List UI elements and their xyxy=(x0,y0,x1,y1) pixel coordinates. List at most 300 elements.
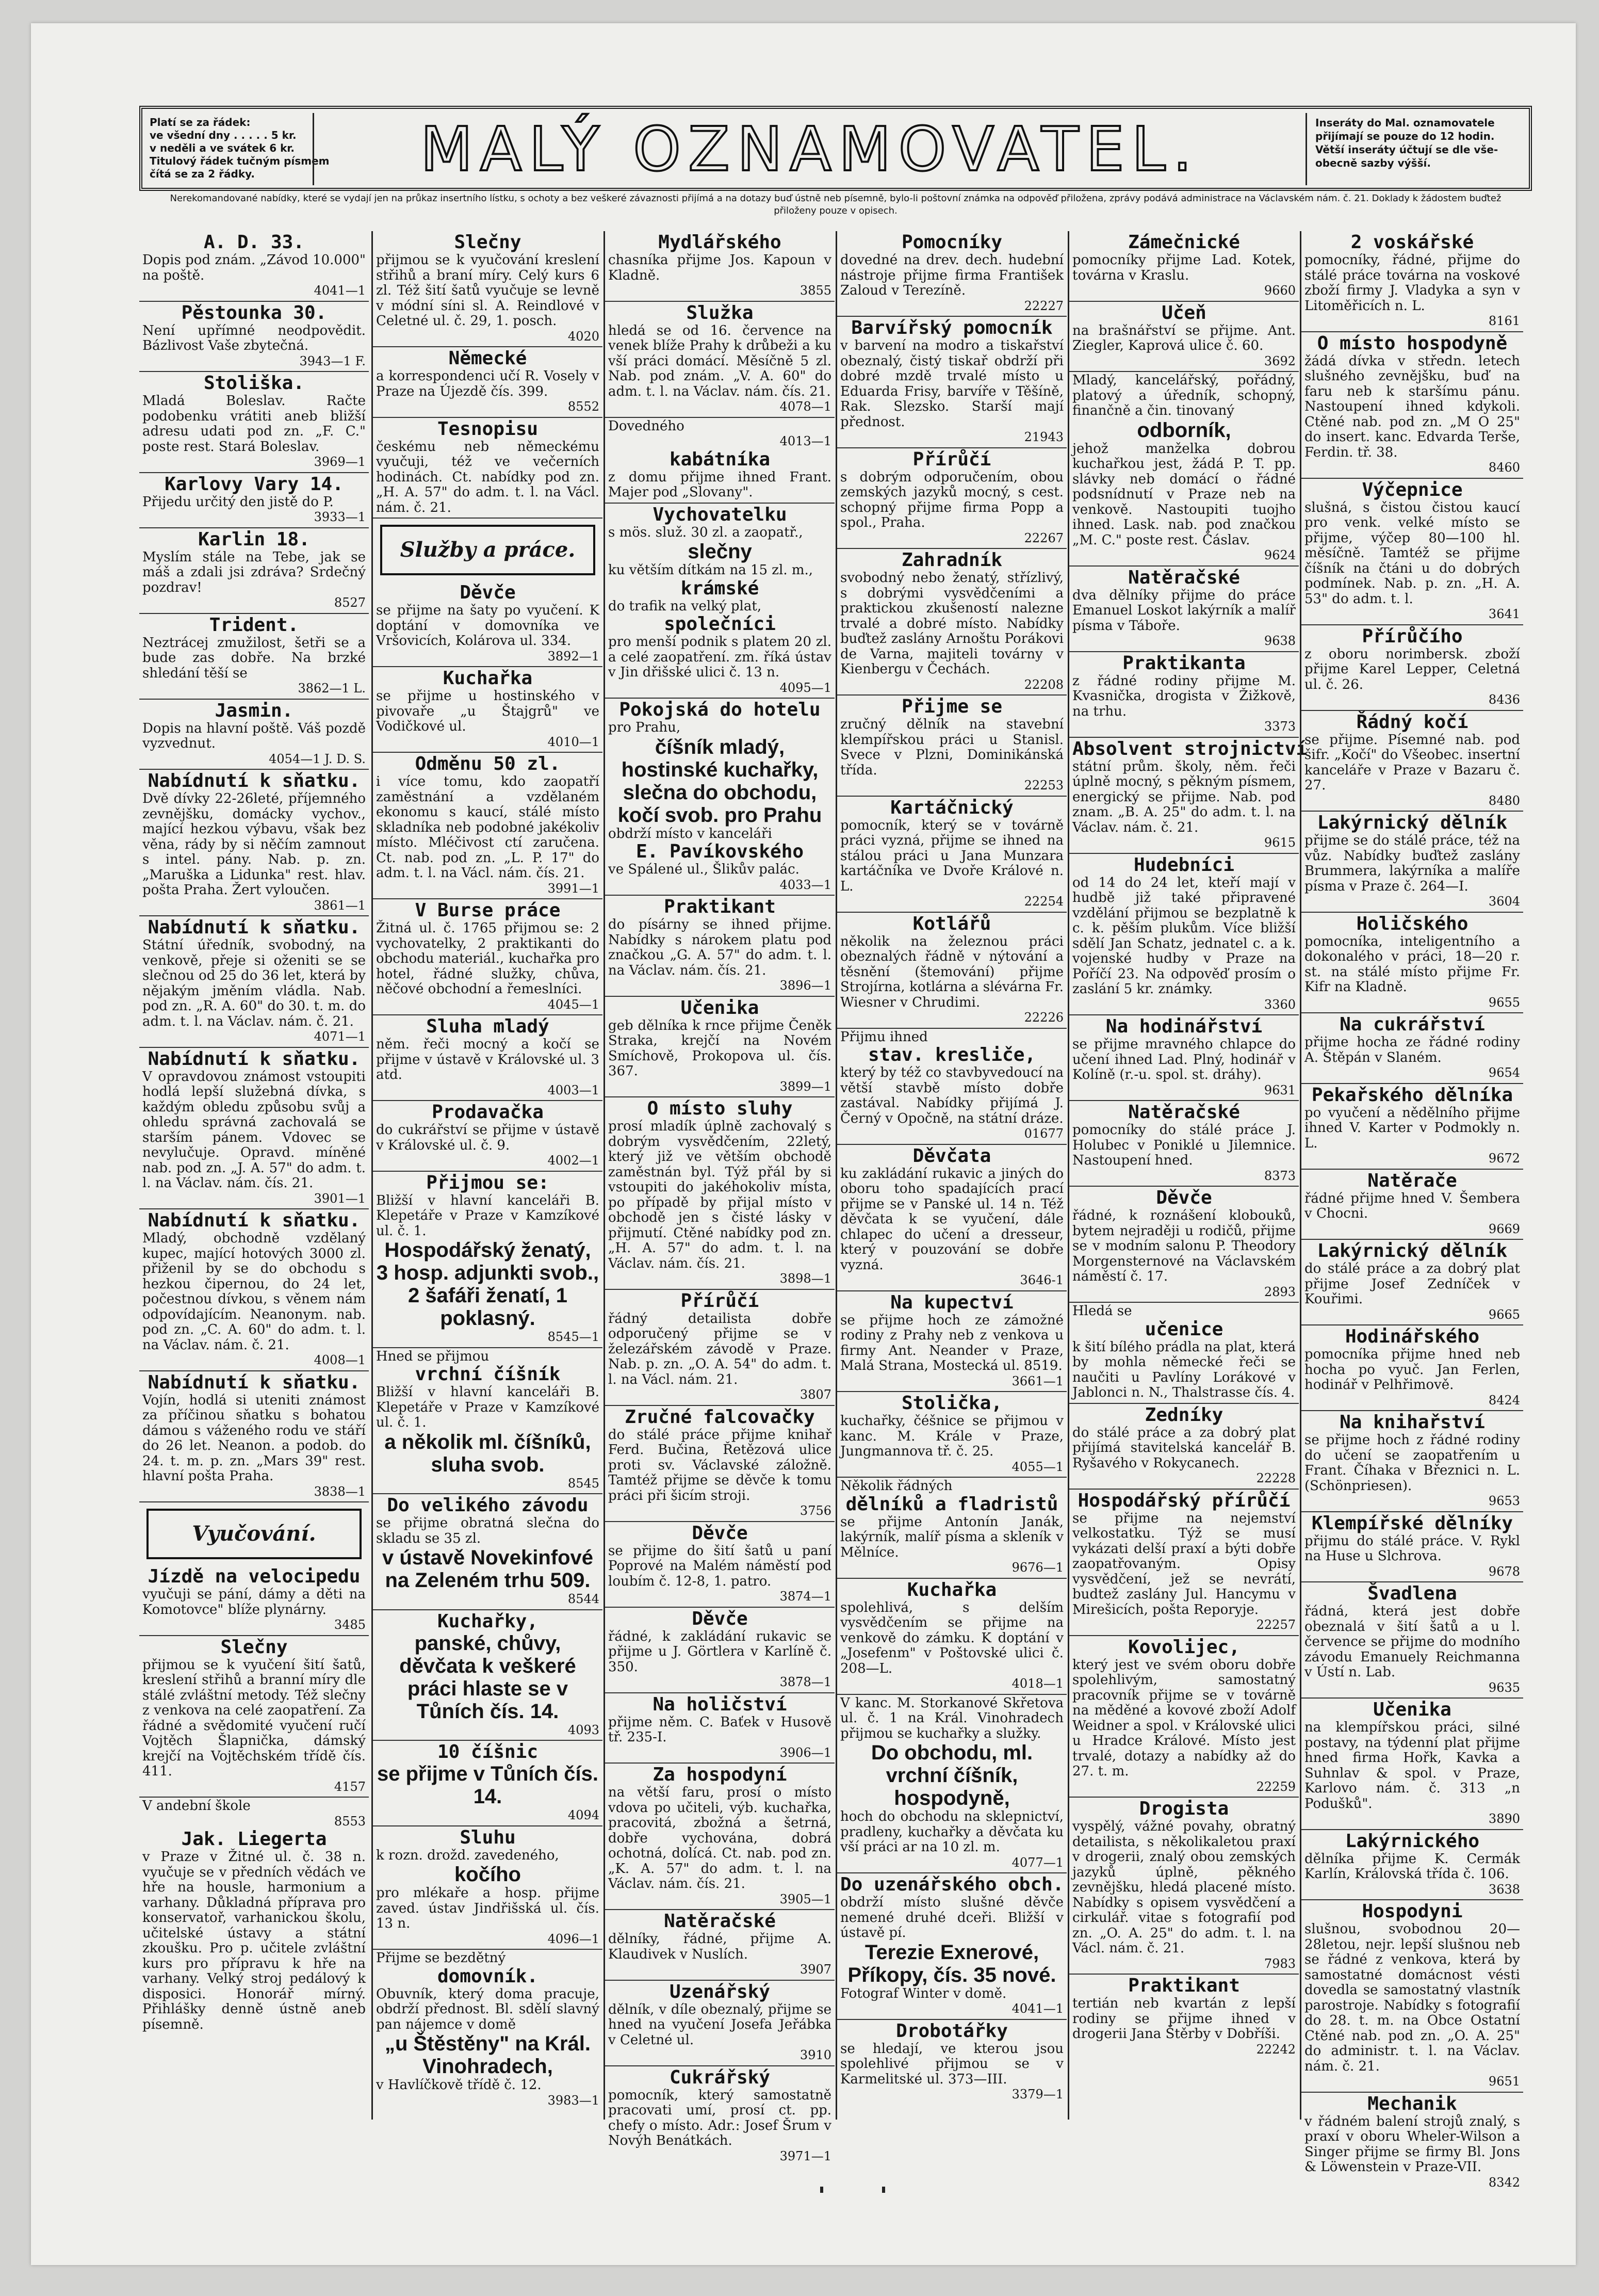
ad-heading: Hudebníci xyxy=(1133,854,1235,876)
ad-heading: Pekařského dělníka xyxy=(1311,1084,1513,1106)
ad-text: přijme hocha ze řádné rodiny A. Štěpán v Slaném. xyxy=(1304,1034,1520,1065)
ad-text: pomocníka, inteligentního a dokonalého v práci, 18—20 r. st. na stálé místo přijme Fr. Kifr na Kladně. xyxy=(1304,933,1520,995)
ad-text: pro mlékaře a hosp. přijme zaved. ústav Jindřišská ul. čís. 13 n. xyxy=(376,1885,599,1931)
classified-ad xyxy=(605,1406,835,1522)
classified-ad xyxy=(139,1798,369,2034)
ad-heading: Hospodářský přírůčí xyxy=(1078,1490,1291,1511)
ad-heading: Jak. Liegerta xyxy=(181,1829,327,1850)
ad-text: státní prům. školy, něm. řeči úplně mocný, s pěkným písmem, energický se přijme. Nab. pod znam. „B. A. 25" do adm. t. l. na Václav. nám. č. 21. xyxy=(1072,758,1296,835)
ad-number: 4071—1 xyxy=(314,1029,366,1044)
ad-heading: A. D. 33. xyxy=(203,232,305,253)
ad-number: 8373 xyxy=(1264,1168,1296,1183)
ad-heading: Děvče xyxy=(1156,1187,1212,1208)
ad-text: řádné, k zakládání rukavic se přijme u J. Görtlera v Karlíně č. 350. xyxy=(608,1628,831,1675)
classified-ad xyxy=(837,231,1067,317)
ad-number: 3373 xyxy=(1264,719,1296,734)
ad-text: vyspělý, vážné povahy, obratný detailista, s několikaletou praxí v drogerii, znalý obou zemských jazyků úplně, pěkného zevnějšku, hledá placené místo. Nabídky s opisem vysvědčení a cirkulář. vitae s fotografií pod zn. „O. A. 25" do adm. t. l. na Václ. nám. č. 21. xyxy=(1072,1819,1296,1956)
ad-number: 4055—1 xyxy=(1011,1459,1064,1474)
ad-text: přijme něm. C. Baťek v Husově tř. 235-I. xyxy=(608,1714,831,1745)
ad-number: 22208 xyxy=(1024,677,1064,692)
masthead xyxy=(139,106,1532,191)
ad-heading: Jízdě na velocipedu xyxy=(148,1566,361,1587)
classified-ad xyxy=(1301,711,1523,812)
ad-number: 8552 xyxy=(567,399,599,414)
classified-ad xyxy=(1069,567,1299,652)
ad-heading: Absolvent strojnictví xyxy=(1072,738,1308,759)
ad-heading: Mydlářského xyxy=(658,232,781,253)
column-1 xyxy=(139,231,369,2120)
ad-heading: Prodavačka xyxy=(432,1102,544,1123)
classified-ad xyxy=(837,1392,1067,1478)
ad-text: k šití bílého prádla na plat, která by mohla německé řeči se naučiti u Pavlíny Lorákové v Jablonci n. N., Thalstrasse čís. 4. xyxy=(1072,1339,1296,1400)
classified-ad xyxy=(373,899,602,1015)
ad-number: 3983—1 xyxy=(547,2093,599,2108)
ad-heading: Sluhu xyxy=(460,1826,516,1848)
ad-number: 4020 xyxy=(567,329,599,344)
classified-ad xyxy=(1069,1015,1299,1101)
classified-ad xyxy=(139,1565,369,1636)
classified-ad xyxy=(605,896,835,997)
classified-ad xyxy=(139,1209,369,1371)
ad-text: slušná, s čistou čistou kaucí pro venk. velké místo se přijme, výčep 80—100 hl. měsíčně. Tamtéž se přijme číšník na čtáni u do dobrých podmínek. Nab. p. zn. „H. A. 53" do adm. t. l. xyxy=(1304,499,1520,607)
classified-ad xyxy=(373,231,602,347)
ad-text: z domu přijme ihned Frant. Majer pod „Slovany". xyxy=(608,469,831,500)
classified-ad xyxy=(373,1610,602,1741)
ad-heading: Trident. xyxy=(209,614,299,636)
ad-number: 3661—1 xyxy=(1011,1373,1064,1388)
ad-text: slušnou, svobodnou 20—28letou, nejr. lepší slušnou neb se řádné z venkova, která by samostatné domácnost vésti dovedla se samostatný vlastník parostroje. Nabídky s fotografií do 28. t. m. na Obce Ostatní Ctěné nab. pod zn. „O. A. 25" do administr. t. l. na Václav. nám. č. 21. xyxy=(1304,1921,1520,2074)
ad-number: 4041—1 xyxy=(1011,2001,1064,2016)
classified-ad xyxy=(605,1693,835,1764)
ad-headline: slečny xyxy=(688,540,752,563)
ad-heading: Hospodyni xyxy=(1362,1901,1463,1922)
section-box xyxy=(146,1509,362,1559)
ad-text: pomocníka přijme hned neb hocha po vyuč. Jan Ferlen, hodinář v Pelhřimově. xyxy=(1304,1347,1520,1393)
classified-ad xyxy=(373,667,602,753)
ad-heading: kabátníka xyxy=(669,448,771,470)
ad-text: dělníky, řádné, přijme A. Klaudivek v Nuslích. xyxy=(608,1931,831,1962)
classified-ad xyxy=(1069,1490,1299,1636)
ad-heading: Nabídnutí k sňatku. xyxy=(148,1048,361,1070)
classified-ad xyxy=(139,1636,369,1798)
ad-text: přijme se do stálé práce, též na vůz. Nabídky buďtež zaslány Brummera, lakýrníka a malíře písma v Praze č. 264—I. xyxy=(1304,833,1520,894)
ad-number: 4157 xyxy=(334,1779,366,1794)
classified-ad xyxy=(1301,1582,1523,1699)
ad-text: chasníka přijme Jos. Kapoun v Kladně. xyxy=(608,252,831,283)
ad-number: 3692 xyxy=(1264,353,1296,368)
ad-heading: Zahradník xyxy=(901,549,1003,571)
classified-ad xyxy=(1069,1101,1299,1187)
ad-text: hledá se od 16. července na venek blíže Prahy k drůbeži a ku vší práci domácí. Měsíčně 5 zl. Nab. pod znám. „V. A. 60" do adm. t. l. na Václav. nám. čís. 21. xyxy=(608,322,831,399)
classified-ad xyxy=(837,1695,1067,1874)
ad-heading: Nabídnutí k sňatku. xyxy=(148,1371,361,1393)
deadline-box xyxy=(1315,116,1522,183)
ad-number: 22228 xyxy=(1256,1471,1296,1485)
ad-heading: Praktikant xyxy=(664,896,776,917)
classified-ad xyxy=(837,317,1067,448)
ad-number: 4095—1 xyxy=(779,680,831,695)
ad-text: žádá dívka v středn. letech slušného zevnějšku, buď na faru neb k staršímu pánu. Nastoupení ihned kdykoli. Ctěné nab. pod zn. „M O 25" do insert. kanc. Edvarda Terše, Ferdin. tř. 38. xyxy=(1304,353,1520,460)
classified-ad xyxy=(837,448,1067,549)
ad-text: se přijme hoch z řádné rodiny do učení se zaopatřením u Frant. Číhaka v Březnici n. L. (Schönpriesen). xyxy=(1304,1432,1520,1494)
classified-ad xyxy=(837,549,1067,696)
ads-columns xyxy=(139,231,1547,2190)
ad-text: obdrží místo slušné děvče nemené druhé dceři. Bližší v ústavě pí. xyxy=(840,1895,1064,1941)
ad-number: 21943 xyxy=(1024,430,1064,444)
ad-number: 3907 xyxy=(799,1962,831,1977)
ad-heading: Natěračské xyxy=(1128,567,1240,588)
section-box xyxy=(380,525,595,575)
ad-headline: odborník, xyxy=(1137,418,1231,442)
ad-text: v barvení na modro a tiskařství obeznalý, čistý tiskař obdrží při dobré mzdě trvalé místo u Eduarda Frisy, barvíře v Těšíně, Rak. Slezsko. Starší mají přednost. xyxy=(840,338,1064,430)
ad-number: 9635 xyxy=(1488,1680,1520,1695)
ad-headline: se přijme v Tůních čís. 14. xyxy=(377,1763,599,1808)
ad-heading: Na holičství xyxy=(652,1693,787,1715)
ad-number: 3905—1 xyxy=(779,1891,831,1906)
ad-text: Dopis pod znám. „Závod 10.000" na poště. xyxy=(142,252,366,283)
ad-heading: Zedníky xyxy=(1145,1404,1223,1426)
classified-ad xyxy=(605,699,835,896)
ad-text: Vojín, hodlá si uteniti známost za příčinou sňatku s bohatou dámou s váženého rodu ve stáří do 26 let. Neanon. a podob. do 24. t. m. p. zn. „Mars 39" rest. hlavní pošta Praha. xyxy=(142,1392,366,1484)
ad-heading: Německé xyxy=(448,348,527,369)
ad-intro: Přijme se bezdětný xyxy=(376,1950,506,1966)
ad-number: 9676—1 xyxy=(1011,1560,1064,1575)
ad-number: 3638 xyxy=(1488,1882,1520,1897)
ad-number: 3899—1 xyxy=(779,1079,831,1094)
classified-ad xyxy=(605,1981,835,2066)
ad-number: 3360 xyxy=(1264,997,1296,1012)
ad-heading: Lakýrnický dělník xyxy=(1317,1240,1508,1262)
ad-text: dovedné na drev. dech. hudební nástroje přijme firma František Zaloud v Terezíně. xyxy=(840,252,1064,298)
ad-number: 4054—1 J. D. S. xyxy=(269,751,366,766)
ad-heading: Učeň xyxy=(1162,302,1206,324)
ad-number: 4003—1 xyxy=(547,1082,599,1097)
classified-ad xyxy=(837,797,1067,913)
ad-number: 3878—1 xyxy=(779,1675,831,1689)
ad-heading: společníci xyxy=(664,613,776,635)
ad-number: 8424 xyxy=(1488,1393,1520,1408)
ad-text: přijmou se k vyučení šití šatů, kreslení střihů a branní míry dle stálé zvláštní metody. Též slečny z venkova na celé zaopatření. Za řádné a svědomité vyučení ručí Vojtěch Šlapnička, dámský krejčí na Vojtěchském třídě čís. 411. xyxy=(142,1657,366,1779)
ad-heading: Nabídnutí k sňatku. xyxy=(148,917,361,938)
ad-heading: Holičského xyxy=(1356,913,1469,934)
ad-number: 9653 xyxy=(1488,1494,1520,1508)
ad-text: pomocník, který se v továrně práci vyzná, přijme se ihned na stálou práci u Jana Munzara kartáčníka ve Dvoře Králové n. L. xyxy=(840,817,1064,894)
ad-intro: Dovedného xyxy=(608,418,684,434)
ad-number: 9669 xyxy=(1488,1221,1520,1236)
ad-number: 3991—1 xyxy=(547,881,599,896)
section-box-label: Vyučování. xyxy=(192,1522,316,1546)
ad-number: 22254 xyxy=(1024,894,1064,909)
ad-number: 9615 xyxy=(1264,835,1296,850)
ad-text: se přijme na šaty po vyučení. K doptání v domovníka ve Vršovicích, Kolárova ul. 334. xyxy=(376,603,599,649)
classified-ad xyxy=(1301,1170,1523,1240)
ad-text: do stálé práce a za dobrý plat přijme Josef Zedníček v Kouřimi. xyxy=(1304,1261,1520,1307)
ad-heading: Pokojská do hotelu xyxy=(619,699,821,720)
classified-ad xyxy=(1069,372,1299,567)
ad-text: Dvě dívky 22-26leté, příjemného zevnějšku, domácky vychov., mající hezkou výbavu, však bez věna, rády by si něčím zamnout s intel. pány. Nab. p. zn. „Maruška a Lidunka" rest. hlav. pošta Praha. Žert vyloučen. xyxy=(142,791,366,898)
classified-ad xyxy=(1301,1830,1523,1901)
column-3 xyxy=(603,231,835,2163)
deadline-line: Inseráty do Mal. oznamovatele xyxy=(1315,117,1495,129)
ad-heading: Slečny xyxy=(454,232,521,253)
ad-text: Myslím stále na Tebe, jak se máš a zdali jsi zdráva? Srdečný pozdrav! xyxy=(142,549,366,595)
ad-text: od 14 do 24 let, kteří mají v hudbě již také připravené vzdělání přijmou se bezplatně k c. k. pěším plukům. Více bližší sdělí Jan Schatz, jednatel c. a k. vojenské hudby v Praze na Poříčí 23. Na odpověď prosím o zaslání 5 kr. známky. xyxy=(1072,875,1296,997)
classified-ad xyxy=(605,418,835,504)
ad-number: 3862—1 L. xyxy=(298,681,366,696)
classified-ad xyxy=(1301,1240,1523,1325)
classified-ad xyxy=(373,753,602,899)
ad-number: 8161 xyxy=(1488,314,1520,328)
ad-text: Bližší v hlavní kanceláři B. Klepetáře v Praze v Kamzíkové ul. č. 1. xyxy=(376,1384,599,1430)
ad-text: do cukrářství se přijme v ústavě v Královské ul. č. 9. xyxy=(376,1122,599,1153)
ad-number: 22267 xyxy=(1024,530,1064,545)
ad-number: 8460 xyxy=(1488,460,1520,475)
classified-ad xyxy=(139,1048,369,1210)
deadline-line: přijímají se pouze do 12 hodin. xyxy=(1315,130,1495,142)
classified-ad xyxy=(139,302,369,373)
ad-heading: Zámečnické xyxy=(1128,232,1240,253)
classified-ad xyxy=(139,528,369,614)
classified-ad xyxy=(605,1764,835,1910)
classified-ad xyxy=(605,1522,835,1608)
ad-headline: číšník mladý, hostinské kuchařky, slečna do obchodu, kočí svob. pro Prahu xyxy=(617,735,822,827)
ad-heading: stav. kresliče, xyxy=(868,1044,1036,1065)
ad-number: 8436 xyxy=(1488,692,1520,707)
ad-heading: Děvče xyxy=(692,1608,748,1629)
classified-ad xyxy=(1069,1798,1299,1975)
ad-text: který by též co stavbyvedoucí na větší stavbě místo dobře zastával. Nabídky přijímá J. Černý v Opočně, na státní dráze. xyxy=(840,1065,1064,1126)
ad-number: 3943—1 F. xyxy=(299,353,366,368)
ad-heading: Děvče xyxy=(692,1522,748,1544)
ad-heading: V Burse práce xyxy=(415,900,561,921)
ad-headline: kočího xyxy=(454,1863,521,1886)
ad-heading: Řádný kočí xyxy=(1356,711,1469,733)
ad-text: Není upřímné neodpovědit. Bázlivost Vaše zbytečná. xyxy=(142,322,366,353)
ad-text: Dopis na hlavní poště. Váš pozdě vyzvednut. xyxy=(142,720,366,751)
classified-ad xyxy=(1069,302,1299,373)
ad-text: Mladý, kancelářský, pořádný, platový a úředník, schopný, finančně a čin. tinovaný xyxy=(1072,373,1296,418)
classified-ad xyxy=(373,1950,602,2110)
ad-number: 3379—1 xyxy=(1011,2087,1064,2101)
ad-number: 9672 xyxy=(1488,1151,1520,1166)
submission-notice: Nerekomandované nabídky, které se vydají jen na průkaz insertního lístku, s ochoty a bez veškeré závaznosti přijímá a na dotazy buď ústně neb písemně, bylo-li poštovní známka na odpověď přiložena, zprávy podává administrace na Václavském nám. č. 21. Doklady k žádostem buďtež přiloženy pouze v opisech. xyxy=(170,193,1502,216)
ad-text: dva dělníky přijme do práce Emanuel Loskot lakýrník a malíř písma v Táboře. xyxy=(1072,587,1296,634)
ad-heading: Kotlářů xyxy=(912,913,991,934)
ad-heading: Barvířský pomocník xyxy=(851,317,1053,338)
ad-number: 4096—1 xyxy=(547,1931,599,1946)
ad-number: 3838—1 xyxy=(314,1484,366,1499)
classified-ad xyxy=(139,473,369,528)
ad-text: řádné, k roznášení klobouků, bytem nejraději u rodičů, přijme se v modním salonu P. Theodory Morgensternové na Václavském náměstí č. 17. xyxy=(1072,1208,1296,1284)
ad-text: s dobrým odporučením, obou zemských jazyků mocný, s cest. schopný přijme firma Popp a spol., Praha. xyxy=(840,469,1064,530)
ad-heading: Učenika xyxy=(680,997,759,1018)
ad-number: 3969—1 xyxy=(314,455,366,469)
rates-line: ve všední dny . . . . . 5 kr. xyxy=(150,129,297,141)
column-6 xyxy=(1300,231,1523,2190)
print-mark xyxy=(820,2187,823,2193)
ad-text: hoch do obchodu na sklepnictví, pradleny, kuchařky a děvčata ku vší práci ar na 10 zl. m. xyxy=(840,1809,1064,1855)
ad-text: tertián neb kvartán z lepší rodiny se přijme ihned v drogerii Jana Štěrby v Dobříši. xyxy=(1072,1996,1296,2042)
classified-ad xyxy=(139,770,369,916)
ad-heading: Přijme se xyxy=(901,696,1003,717)
ad-heading: Učenika xyxy=(1373,1699,1451,1720)
ad-heading: Pěstounka 30. xyxy=(181,302,327,324)
ad-headline: v ústavě Novekinfové na Zeleném trhu 509. xyxy=(382,1546,594,1592)
classified-ad xyxy=(1301,1512,1523,1583)
ad-heading: Lakýrnického xyxy=(1345,1830,1480,1852)
rates-box xyxy=(150,116,330,183)
ad-text: z oboru norimbersk. zboží přijme Karel Lepper, Celetná ul. č. 26. xyxy=(1304,646,1520,692)
classified-ad xyxy=(1069,1636,1299,1798)
ad-headline: Terezie Exnerové, Příkopy, čís. 35 nové. xyxy=(847,1941,1056,1986)
column-4 xyxy=(836,231,1067,2120)
ad-number: 22227 xyxy=(1024,298,1064,313)
ad-heading: Za hospodyní xyxy=(652,1764,787,1785)
classified-ad xyxy=(605,504,835,699)
ad-text: v řádném balení strojů znalý, s praxí v oboru Wheler-Wilson a Singer přijme se firmy Bl. Jons & Löwenstein v Praze-VII. xyxy=(1304,2113,1520,2175)
ad-number: 3485 xyxy=(334,1618,366,1632)
ad-number: 8527 xyxy=(334,595,366,610)
classified-ad xyxy=(1301,1411,1523,1512)
ad-headline: panské, chůvy, děvčata k veškeré práci hlaste se v Tůních čís. 14. xyxy=(399,1631,576,1723)
classified-ad xyxy=(373,1348,602,1495)
classified-ad xyxy=(1069,1975,1299,2059)
ad-intro: Několik řádných xyxy=(840,1478,953,1494)
ad-text: se přijme do šití šatů u paní Poprové na Malém náměstí pod loubím č. 12-8, 1. patro. xyxy=(608,1543,831,1589)
ad-text: se přijme obratná slečna do skladu se 35 zl. xyxy=(376,1515,599,1546)
ad-number: 22257 xyxy=(1256,1618,1296,1632)
column-5 xyxy=(1068,231,1308,2120)
ad-intro: V andební škole xyxy=(142,1798,251,1814)
ad-heading: Karlovy Vary 14. xyxy=(165,473,344,495)
ad-heading: Cukrářský xyxy=(669,2066,771,2088)
ad-text: obdrží místo v kanceláři xyxy=(608,826,772,842)
ad-heading: 10 číšnic xyxy=(437,1741,539,1763)
ad-text: Přijedu určitý den jistě do P. xyxy=(142,494,334,510)
classified-ad xyxy=(139,372,369,473)
ad-text: do stálé práce přijme knihař Ferd. Bučina, Řetězová ulice proti sv. Václavské záložně. Tamtéž přijme se děvče k tomu práci při šicím stroji. xyxy=(608,1427,831,1503)
ad-text: něm. řeči mocný a kočí se přijme v ústavě v Královské ul. 3 atd. xyxy=(376,1037,599,1082)
section-box-label: Služby a práce. xyxy=(400,538,576,562)
ad-number: 8544 xyxy=(567,1592,599,1606)
classified-ad xyxy=(1301,1325,1523,1411)
ad-text: Státní úředník, svobodný, na venkově, přeje si oženiti se se slečnou od 25 do 36 let, která by nějakým jměním vládla. Nab. pod zn. „R. A. 60" do 30. t. m. do adm. t. l. na Václav. nám. č. 21. xyxy=(142,937,366,1029)
ad-number: 2893 xyxy=(1264,1284,1296,1299)
ad-text: ku zakládání rukavic a jiných do oboru toho spadajících prací přijme se v Panské ul. 14 n. Též děvčata k se vyučení, dále chlapec do učení a dresseur, který v pouzování se dobře vyzná. xyxy=(840,1166,1064,1273)
classified-ad xyxy=(837,1029,1067,1145)
ad-text: do písárny se ihned přijme. Nabídky s nárokem platu pod značkou „G. A. 57" do adm. t. l. na Václav. nám. čís. 21. xyxy=(608,917,831,978)
classified-ad xyxy=(373,418,602,519)
ad-text: Žitná ul. č. 1765 přijmou se: 2 vychovatelky, 2 praktikanti do obchodu materiál., kuchařka pro hotel, řádné služky, chůva, něčové obchodní a řemeslníci. xyxy=(376,920,599,997)
ad-text: českému neb německému vyučuji, též ve večerních hodinách. Ct. nabídky pod zn. „H. A. 57" do adm. t. l. na Václ. nám. č. 21. xyxy=(376,439,599,515)
ad-number: 3901—1 xyxy=(314,1191,366,1206)
ad-text: Mladá Boleslav. Račte podobenku vrátiti aneb bližší adresu udati pod zn. „F. C." poste rest. Stará Boleslav. xyxy=(142,393,366,455)
ad-number: 7983 xyxy=(1264,1956,1296,1971)
ad-text: přijmu do stálé práce. V. Rykl na Huse u Slchrova. xyxy=(1304,1533,1520,1564)
ad-number: 01677 xyxy=(1024,1126,1064,1141)
classified-ad xyxy=(1301,812,1523,913)
classified-ad xyxy=(605,1910,835,1981)
classified-ad xyxy=(373,1826,602,1950)
ad-number: 3874—1 xyxy=(779,1589,831,1604)
classified-ad xyxy=(1069,231,1299,302)
deadline-line: Větší inseráty účtují se dle vše- xyxy=(1315,143,1498,156)
ad-number: 4041—1 xyxy=(314,283,366,298)
classified-ad xyxy=(1301,1900,1523,2093)
rates-line: Titulový řádek tučným písmem xyxy=(150,155,330,167)
ad-heading: Kuchařka xyxy=(907,1579,997,1600)
ad-intro: Hledá se xyxy=(1072,1303,1132,1319)
ad-text: pro Prahu, xyxy=(608,720,681,735)
ad-number: 3910 xyxy=(799,2048,831,2062)
ad-heading: Praktikanta xyxy=(1122,652,1246,674)
ad-text: a korrespondenci učí R. Vosely v Praze na Újezdě čís. 399. xyxy=(376,368,599,399)
classified-ad xyxy=(837,1873,1067,2020)
ad-number: 9678 xyxy=(1488,1564,1520,1579)
classified-ad xyxy=(605,2066,835,2166)
rates-line: v neděli a ve svátek 6 kr. xyxy=(150,142,295,154)
ad-heading: Přijmou se: xyxy=(426,1172,549,1193)
ad-heading: Na kupectví xyxy=(890,1291,1014,1313)
ad-text: řádný detailista dobře odporučený přijme se v železářském závodě v Praze. Nab. p. zn. „O. A. 54" do adm. t. l. na Václ. nám. 21. xyxy=(608,1311,831,1387)
ad-heading: Švadlena xyxy=(1367,1583,1457,1604)
ad-text: se přijme hoch ze zámožné rodiny z Prahy neb z venkova u firmy Ant. Neander v Praze, Malá Strana, Mostecká ul. 8519. xyxy=(840,1312,1064,1373)
classified-ad xyxy=(1301,332,1523,479)
ad-number: 4013—1 xyxy=(779,434,831,448)
classified-ad xyxy=(837,696,1067,797)
ad-heading: Kartáčnický xyxy=(890,797,1014,818)
ad-text: se hledají, ve kterou jsou spolehlivé přijmou se v Karmelitské ul. 373—III. xyxy=(840,2041,1064,2087)
section-title: MALÝ OZNAMOVATEL. xyxy=(420,114,1200,185)
ad-text: řádná, která jest dobře obeznalá v šití šatů a u l. července se přijme do modního závodu Emanuely Reichmanna v Ústí n. Lab. xyxy=(1304,1604,1520,1680)
ad-text: se přijme u hostinského v pivovaře „u Štajgrů" ve Vodičkové ul. xyxy=(376,688,599,734)
ad-text: na větší faru, prosí o místo vdova po učiteli, výb. kuchařka, pracovitá, zbožná a šetrná, dobře vychována, dobrá ochotná, dolícá. Ct. nab. pod zn. „K. A. 57" do adm. t. l. na Václav. nám. čís. 21. xyxy=(608,1785,831,1891)
ad-heading: Do velikého závodu xyxy=(387,1495,589,1516)
ad-text: pomocníky do stálé práce J. Holubec v Poniklé u Jilemnice. Nastoupení hned. xyxy=(1072,1122,1296,1168)
ad-number: 3971—1 xyxy=(779,2148,831,2163)
ad-heading: Kovolijec, xyxy=(1128,1636,1240,1658)
ad-number: 3896—1 xyxy=(779,978,831,993)
classified-ad xyxy=(837,1478,1067,1579)
ad-text: přijmou se k vyučování kreslení střihů a braní míry. Celý kurs 6 zl. Též šití šatů vyučuje se levně v módní síni sl. A. Reindlové v Celetné ul. č. 29, 1. posch. xyxy=(376,252,599,329)
classified-ad xyxy=(1301,913,1523,1014)
ad-intro: Přijmu ihned xyxy=(840,1029,928,1045)
ad-heading: Jasmin. xyxy=(215,700,293,721)
ad-text: kuchařky, čéšnice se přijmou v kanc. M. Krále v Praze, Jungmannova tř. č. 25. xyxy=(840,1413,1064,1459)
classified-ad xyxy=(373,1494,602,1610)
ad-number: 8480 xyxy=(1488,793,1520,808)
ad-number: 4093 xyxy=(567,1722,599,1737)
ad-number: 8342 xyxy=(1488,2175,1520,2190)
ad-text: V opravdovou známost vstoupiti hodlá lepší služebná dívka, s každým obledu způsobu svůj a ohledu správná zachovalá se starším pánem. Vdovec se nevylučuje. Opravd. míněné nab. pod zn. „J. A. 57" do adm. t. l. na Václav. nám. čís. 21. xyxy=(142,1069,366,1191)
ad-text: Bližší v hlavní kanceláři B. Klepetáře v Praze v Kamzíkové ul. č. 1. xyxy=(376,1192,599,1239)
classified-ad xyxy=(139,1371,369,1503)
classified-ad xyxy=(373,581,602,667)
classified-ad xyxy=(1069,1303,1299,1404)
ad-heading: Do uzenářského obch. xyxy=(840,1874,1064,1895)
ad-number: 9624 xyxy=(1264,548,1296,562)
ad-heading: Kuchařka xyxy=(443,668,533,689)
classified-ad xyxy=(1301,625,1523,711)
ad-number: 4045—1 xyxy=(547,997,599,1012)
ad-number: 3933—1 xyxy=(314,510,366,524)
ad-number: 3892—1 xyxy=(547,649,599,664)
column-2 xyxy=(371,231,602,2120)
ad-number: 4010—1 xyxy=(547,734,599,749)
ad-heading: Slečny xyxy=(220,1636,288,1658)
ad-number: 8545 xyxy=(567,1476,599,1491)
ad-text: řádné přijme hned V. Šembera v Chocni. xyxy=(1304,1190,1520,1221)
